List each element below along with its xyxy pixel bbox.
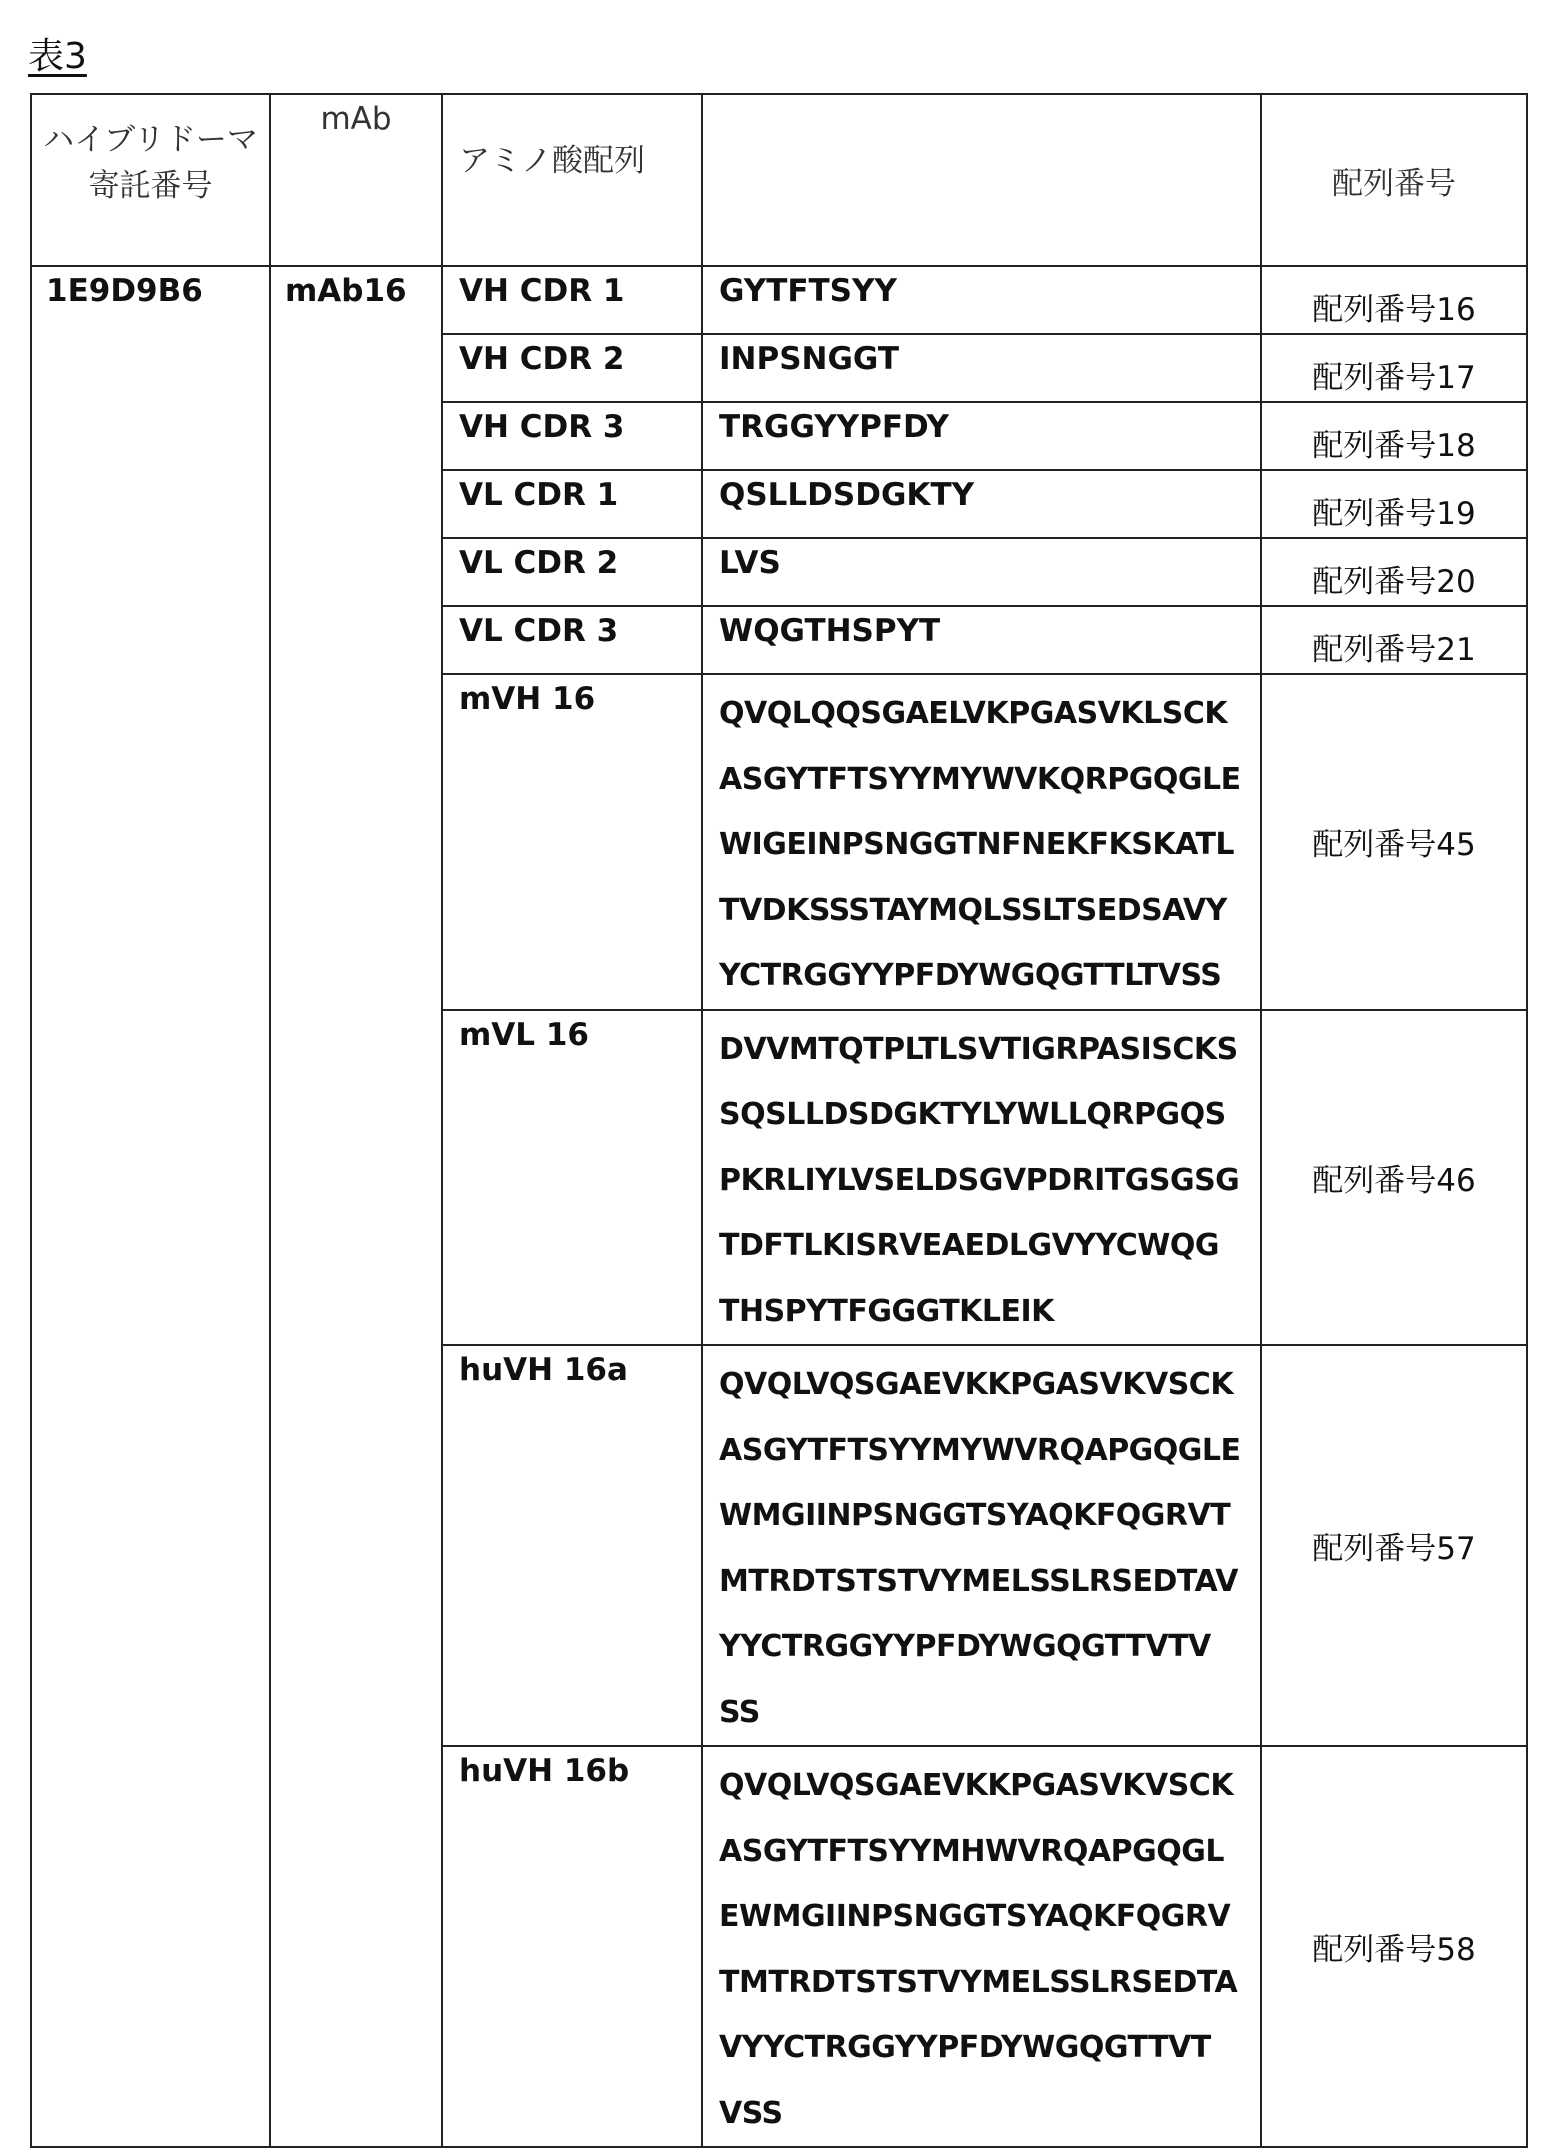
sequence-line: TMTRDTSTSTVYMELSSLRSEDTA bbox=[719, 1950, 1260, 2016]
sequence-line: PKRLIYLVSELDSGVPDRITGSGSG bbox=[719, 1148, 1260, 1214]
sequence: LVS bbox=[702, 538, 1261, 606]
seq-id: 配列番号58 bbox=[1261, 1746, 1527, 2147]
sequence-line: SS bbox=[719, 1680, 1260, 1746]
sequence-line: QVQLVQSGAEVKKPGASVKVSCK bbox=[719, 1753, 1260, 1819]
sequence bbox=[702, 674, 1261, 1010]
cdr-row bbox=[31, 266, 1527, 334]
sequence bbox=[702, 1345, 1261, 1746]
region-label: huVH 16b bbox=[442, 1746, 702, 2147]
sequence-line: YYCTRGGYYPFDYWGQGTTVTV bbox=[719, 1614, 1260, 1680]
region-label: mVH 16 bbox=[442, 674, 702, 1010]
header-amino: アミノ酸配列 bbox=[442, 94, 702, 266]
sequence: QSLLDSDGKTY bbox=[702, 470, 1261, 538]
region-label: mVL 16 bbox=[442, 1010, 702, 1346]
seq-id: 配列番号16 bbox=[1261, 266, 1527, 334]
header-mab: mAb bbox=[270, 94, 442, 266]
region-label: VL CDR 1 bbox=[442, 470, 702, 538]
header-hybridoma bbox=[31, 94, 270, 266]
sequence-line: VSS bbox=[719, 2081, 1260, 2147]
sequence-line: TDFTLKISRVEAEDLGVYYCWQG bbox=[719, 1213, 1260, 1279]
sequence: WQGTHSPYT bbox=[702, 606, 1261, 674]
sequence-line: WIGEINPSNGGTNFNEKFKSKATL bbox=[719, 812, 1260, 878]
seq-id: 配列番号20 bbox=[1261, 538, 1527, 606]
seq-id: 配列番号21 bbox=[1261, 606, 1527, 674]
region-label: VL CDR 2 bbox=[442, 538, 702, 606]
sequence-line: QVQLVQSGAEVKKPGASVKVSCK bbox=[719, 1352, 1260, 1418]
sequence-line: TVDKSSSTAYMQLSSLTSEDSAVY bbox=[719, 878, 1260, 944]
sequence-line: ASGYTFTSYYMYWVKQRPGQGLE bbox=[719, 747, 1260, 813]
seq-id: 配列番号17 bbox=[1261, 334, 1527, 402]
sequence-line: ASGYTFTSYYMHWVRQAPGQGL bbox=[719, 1819, 1260, 1885]
sequence bbox=[702, 1746, 1261, 2147]
sequence-line: DVVMTQTPLTLSVTIGRPASISCKS bbox=[719, 1017, 1260, 1083]
sequence-line: WMGIINPSNGGTSYAQKFQGRVT bbox=[719, 1483, 1260, 1549]
sequence-line: MTRDTSTSTVYMELSSLRSEDTAV bbox=[719, 1549, 1260, 1615]
sequence-line: VYYCTRGGYYPFDYWGQGTTVT bbox=[719, 2015, 1260, 2081]
sequence-line: SQSLLDSDGKTYLYWLLQRPGQS bbox=[719, 1082, 1260, 1148]
header-blank bbox=[702, 94, 1261, 266]
sequence: TRGGYYPFDY bbox=[702, 402, 1261, 470]
mab-name: mAb16 bbox=[270, 266, 442, 2147]
seq-id: 配列番号57 bbox=[1261, 1345, 1527, 1746]
seq-id: 配列番号18 bbox=[1261, 402, 1527, 470]
header-seq-no: 配列番号 bbox=[1261, 94, 1527, 266]
region-label: VH CDR 1 bbox=[442, 266, 702, 334]
sequence-line: QVQLQQSGAELVKPGASVKLSCK bbox=[719, 681, 1260, 747]
header-hybridoma-line2: 寄託番号 bbox=[32, 163, 269, 209]
header-hybridoma-line1: ハイブリドーマ bbox=[32, 117, 269, 163]
sequence-line: YCTRGGYYPFDYWGQGTTLTVSS bbox=[719, 943, 1260, 1009]
sequence-line: ASGYTFTSYYMYWVRQAPGQGLE bbox=[719, 1418, 1260, 1484]
seq-id: 配列番号19 bbox=[1261, 470, 1527, 538]
region-label: VH CDR 2 bbox=[442, 334, 702, 402]
region-label: VL CDR 3 bbox=[442, 606, 702, 674]
sequence: INPSNGGT bbox=[702, 334, 1261, 402]
hybridoma-id: 1E9D9B6 bbox=[31, 266, 270, 2147]
region-label: huVH 16a bbox=[442, 1345, 702, 1746]
sequence bbox=[702, 1010, 1261, 1346]
sequence-line: EWMGIINPSNGGTSYAQKFQGRV bbox=[719, 1884, 1260, 1950]
seq-id: 配列番号46 bbox=[1261, 1010, 1527, 1346]
header-row bbox=[31, 94, 1527, 266]
sequence-line: THSPYTFGGGTKLEIK bbox=[719, 1279, 1260, 1345]
sequence-table bbox=[30, 93, 1528, 2148]
seq-id: 配列番号45 bbox=[1261, 674, 1527, 1010]
table-title: 表3 bbox=[28, 28, 87, 79]
sequence: GYTFTSYY bbox=[702, 266, 1261, 334]
region-label: VH CDR 3 bbox=[442, 402, 702, 470]
